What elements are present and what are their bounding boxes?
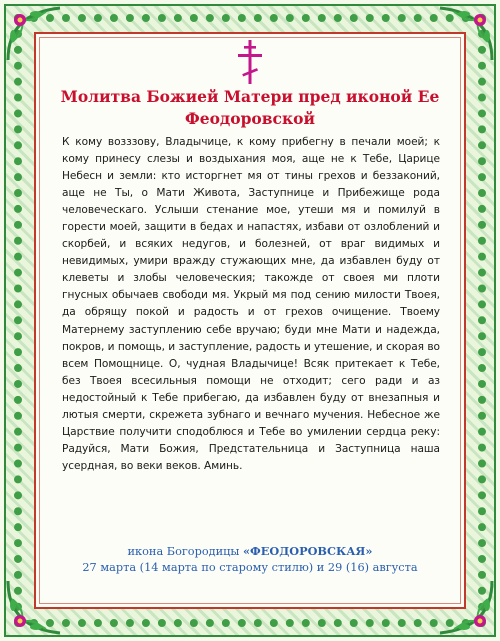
feast-dates-text: 27 марта (14 марта по старому стилю) и 29 (16) августа: [82, 561, 418, 574]
title-line-2: Феодоровской: [185, 109, 315, 128]
prayer-title: [40, 86, 460, 130]
icon-caption-prefix: икона Богородицы: [127, 545, 243, 558]
feast-dates: [60, 543, 440, 576]
icon-name: «ФЕОДОРОВСКАЯ»: [242, 544, 373, 558]
orthodox-cross-icon: [236, 40, 264, 84]
prayer-text: К кому возззову, Владычице, к кому прибегну в печали моей; к кому принесу слезы и воздыхания моя, аще не к Тебе, Царице Небесн и земли: кто исторгнет мя от тины грехов и беззаконий, аще не Ты, о Мати Живота, Заступнице и Прибежище рода человеческаго. Услыши стенание мое, утеши мя и помилуй в горести моей, защити в бедах и напастях, избави от озлоблений и скорбей, и всяких недугов, и болезней, от враг видимых и невидимых, умири вражду стужающих мне, да избавлен буду от клеветы и злобы человеческия; такожде от своея ми плоти гнусных обычаев свободи мя. Укрый мя под сению милости Твоея, да обрящу покой и радость и от грехов очищение. Твоему Матернему заступлению себе вручаю; буди мне Мати и надежда, покров, и помощь, и заступление, радость и утешение, и скорая во всем Помощнице. О, чудная Владычице! Всяк притекает к Тебе, без Твоея всесильныя помощи не отходит; сего ради и аз недостойный к Тебе прибегаю, да избавлен буду от внезапныя и лютыя смерти, скрежета зубнаго и вечнаго мучения. Небесное же Царствие получити сподоблюся и Тебе во умилении сердца реку: Радуйся, Мати Божия, Предстательница и Заступница наша усердная, во веки веков. Аминь.: [62, 136, 440, 472]
title-line-1: Молитва Божией Матери пред иконой Ее: [60, 87, 440, 106]
icon-caption: [60, 543, 440, 560]
